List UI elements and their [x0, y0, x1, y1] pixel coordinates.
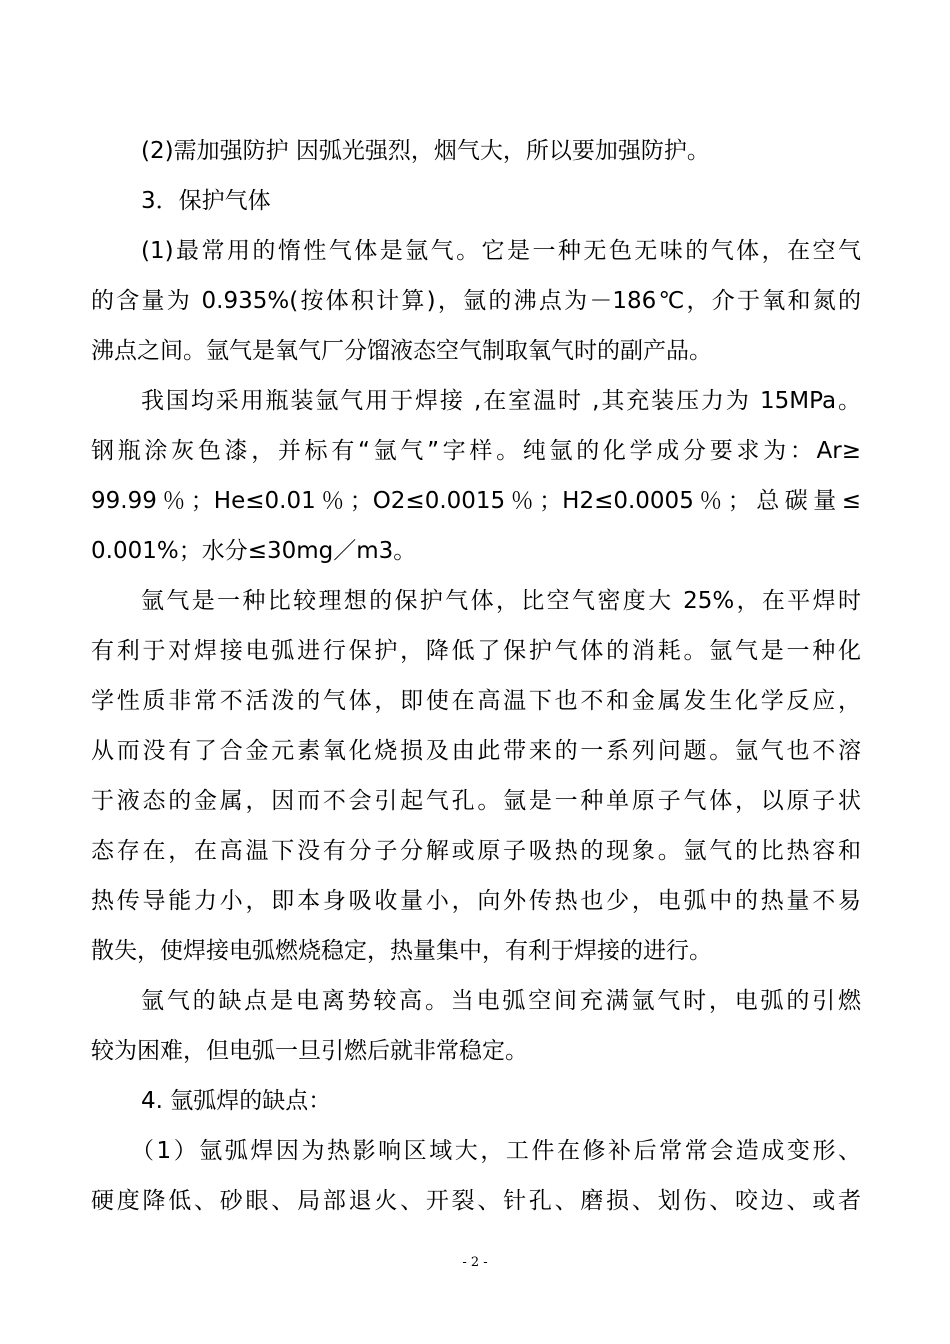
section-heading: 4. 氩弧焊的缺点： — [141, 1088, 332, 1114]
paragraph-line: 99.99％；He≤0.01％；O2≤0.0015％；H2≤0.0005％；总碳量≤ — [91, 488, 861, 514]
paragraph-line: 于液态的金属，因而不会引起气孔。氩是一种单原子气体，以原子状 — [91, 788, 861, 814]
paragraph-line: 散失，使焊接电弧燃烧稳定，热量集中，有利于焊接的进行。 — [91, 938, 712, 964]
paragraph-line: （1）氩弧焊因为热影响区域大，工件在修补后常常会造成变形、 — [131, 1138, 861, 1164]
paragraph-line: 较为困难，但电弧一旦引燃后就非常稳定。 — [91, 1038, 528, 1064]
paragraph-line: 我国均采用瓶装氩气用于焊接 ,在室温时 ,其充装压力为 15MPa。 — [141, 388, 861, 414]
paragraph-line: 钢瓶涂灰色漆，并标有“氩气”字样。纯氩的化学成分要求为：Ar≥ — [91, 438, 861, 464]
paragraph-line: 沸点之间。氩气是氧气厂分馏液态空气制取氧气时的副产品。 — [91, 338, 712, 364]
paragraph-line: 氩气是一种比较理想的保护气体，比空气密度大 25%，在平焊时 — [141, 588, 861, 614]
paragraph-line: (1)最常用的惰性气体是氩气。它是一种无色无味的气体，在空气 — [141, 238, 861, 264]
paragraph-line: 热传导能力小，即本身吸收量小，向外传热也少，电弧中的热量不易 — [91, 888, 861, 914]
paragraph-line: 学性质非常不活泼的气体，即使在高温下也不和金属发生化学反应， — [91, 688, 861, 714]
section-heading: 3．保护气体 — [141, 188, 271, 214]
paragraph-line: 硬度降低、砂眼、局部退火、开裂、针孔、磨损、划伤、咬边、或者 — [91, 1188, 861, 1214]
page-number: - 2 - — [462, 1255, 488, 1270]
paragraph-line: 从而没有了合金元素氧化烧损及由此带来的一系列问题。氩气也不溶 — [91, 738, 861, 764]
paragraph-line: (2)需加强防护 因弧光强烈，烟气大，所以要加强防护。 — [141, 138, 710, 164]
paragraph-line: 0.001%；水分≤30mg／m3。 — [91, 538, 417, 564]
paragraph-line: 的含量为 0.935%(按体积计算)，氩的沸点为－186℃，介于氧和氮的 — [91, 288, 861, 314]
paragraph-line: 有利于对焊接电弧进行保护，降低了保护气体的消耗。氩气是一种化 — [91, 638, 861, 664]
paragraph-line: 态存在，在高温下没有分子分解或原子吸热的现象。氩气的比热容和 — [91, 838, 861, 864]
paragraph-line: 氩气的缺点是电离势较高。当电弧空间充满氩气时，电弧的引燃 — [141, 988, 861, 1014]
